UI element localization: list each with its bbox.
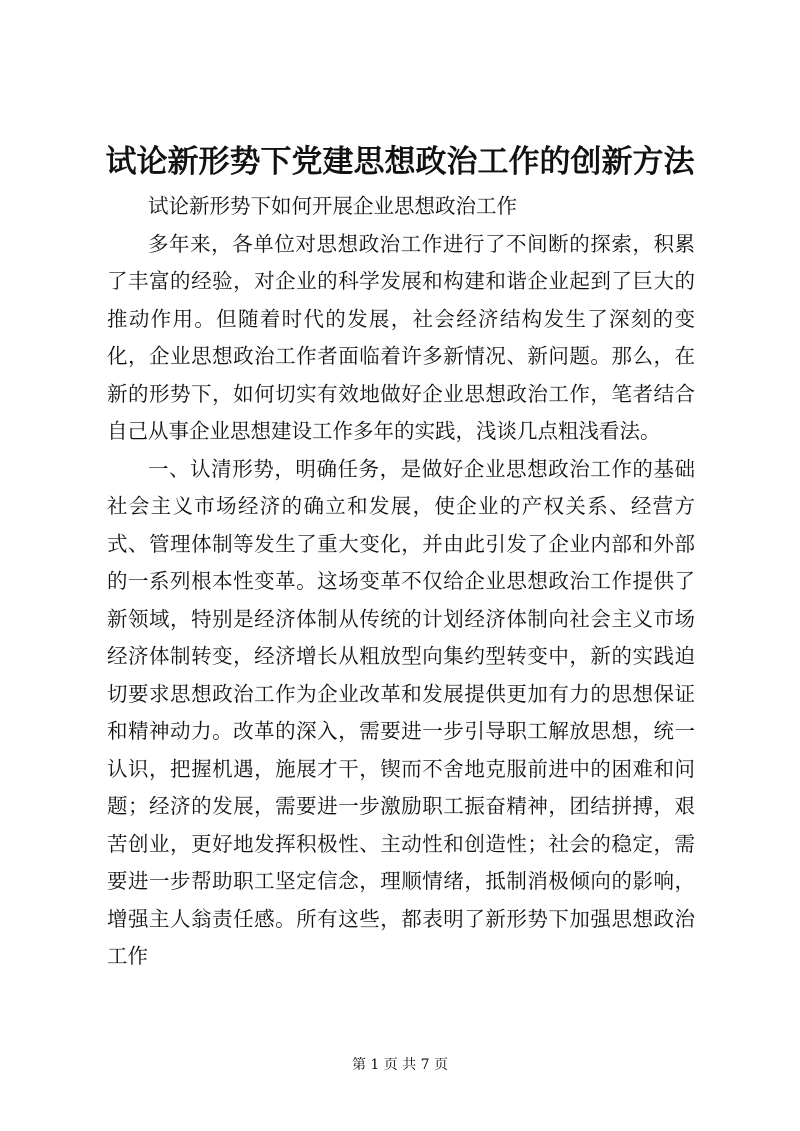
- document-body: [107, 188, 695, 976]
- subtitle-paragraph: 试论新形势下如何开展企业思想政治工作: [148, 194, 517, 218]
- body-paragraph: 多年来，各单位对思想政治工作进行了不间断的探索，积累了丰富的经验，对企业的科学发展和构建和谐企业起到了巨大的推动作用。但随着时代的发展，社会经济结构发生了深刻的变化，企业思想政治工作者面临着许多新情况、新问题。那么，在新的形势下，如何切实有效地做好企业思想政治工作，笔者结合自己从事企业思想建设工作多年的实践，浅谈几点粗浅看法。: [107, 231, 695, 443]
- body-paragraph: 一、认清形势，明确任务，是做好企业思想政治工作的基础社会主义市场经济的确立和发展，使企业的产权关系、经营方式、管理体制等发生了重大变化，并由此引发了企业内部和外部的一系列根本性变革。这场变革不仅给企业思想政治工作提供了新领域，特别是经济体制从传统的计划经济体制向社会主义市场经济体制转变，经济增长从粗放型向集约型转变中，新的实践迫切要求思想政治工作为企业改革和发展提供更加有力的思想保证和精神动力。改革的深入，需要进一步引导职工解放思想，统一认识，把握机遇，施展才干，锲而不舍地克服前进中的困难和问题；经济的发展，需要进一步激励职工振奋精神，团结拼搏，艰苦创业，更好地发挥积极性、主动性和创造性；社会的稳定，需要进一步帮助职工坚定信念，理顺情绪，抵制消极倾向的影响，增强主人翁责任感。所有这些，都表明了新形势下加强思想政治工作: [107, 456, 695, 968]
- document-title: 试论新形势下党建思想政治工作的创新方法: [105, 144, 695, 180]
- page-number-footer: 第 1 页 共 7 页: [351, 1057, 449, 1073]
